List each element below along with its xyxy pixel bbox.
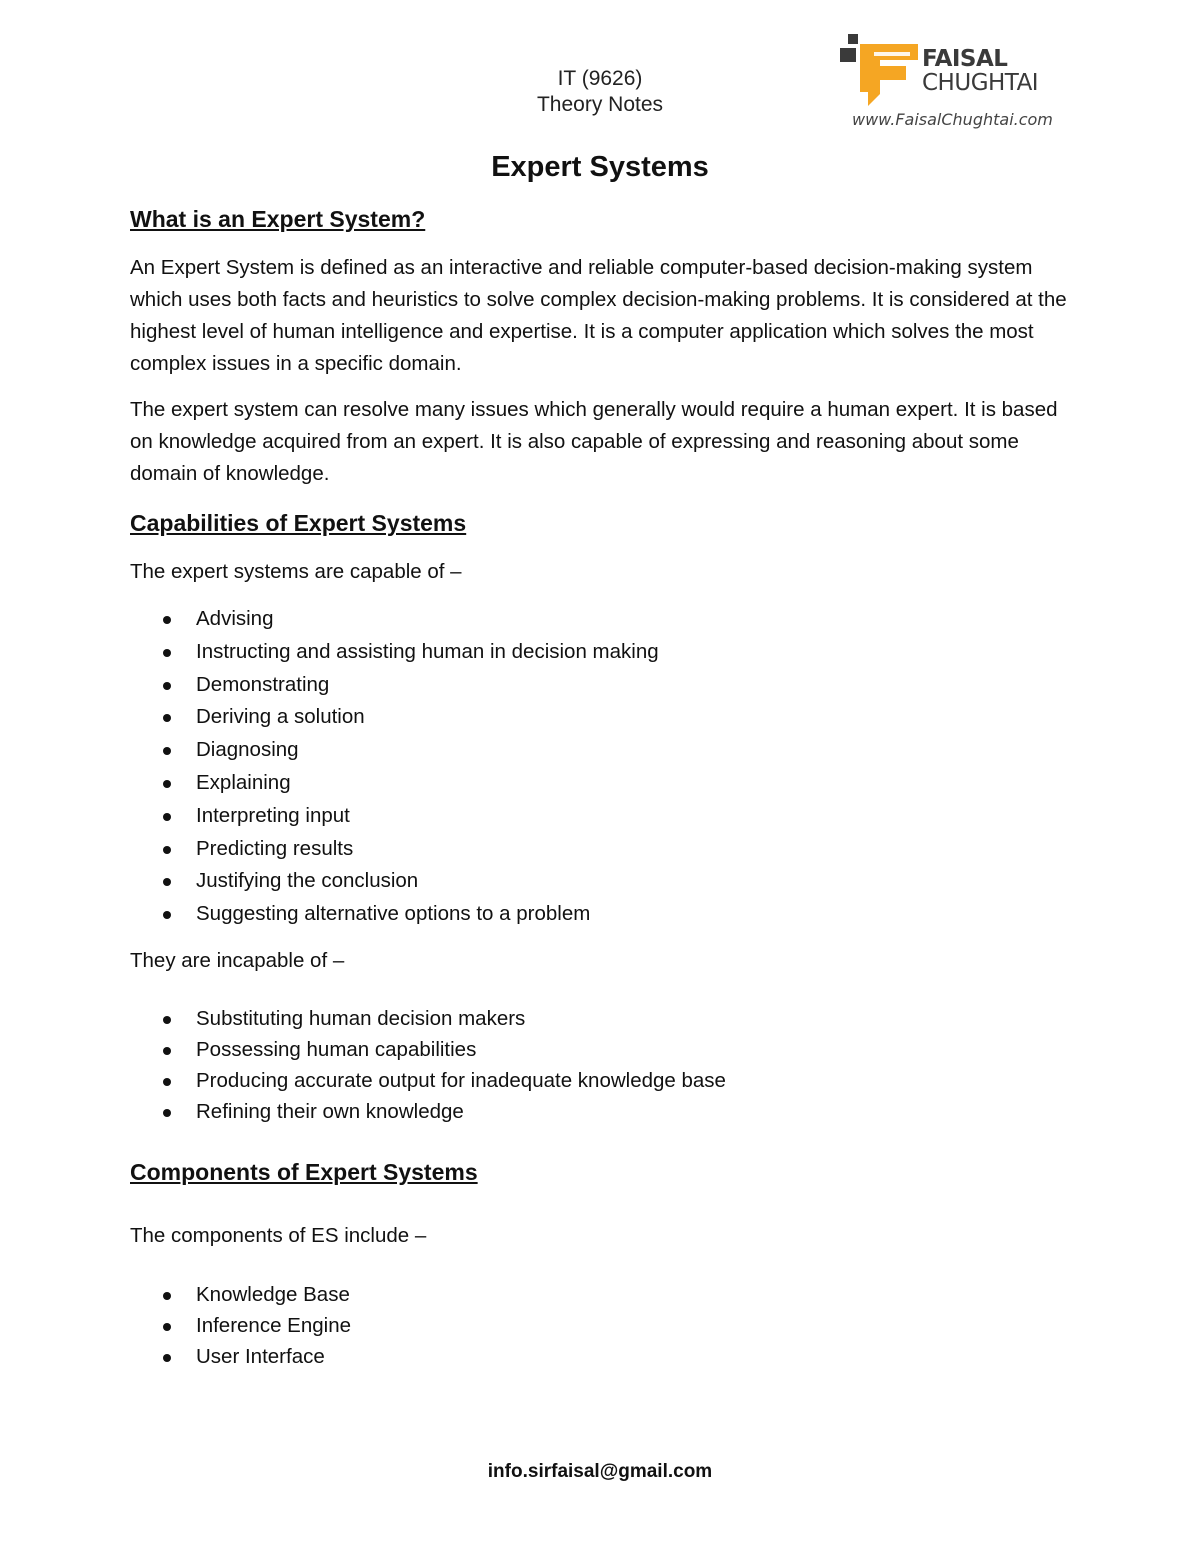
list-item: Explaining	[130, 767, 1070, 800]
list-item: Substituting human decision makers	[130, 1003, 1070, 1034]
logo-brand-line2: CHUGHTAI	[922, 70, 1039, 96]
capable-list	[130, 603, 1070, 931]
list-item: Refining their own knowledge	[130, 1096, 1070, 1127]
faisal-chughtai-logo	[840, 30, 1070, 135]
footer-email: info.sirfaisal@gmail.com	[487, 1461, 713, 1482]
list-item: User Interface	[130, 1341, 1070, 1372]
list-item: Diagnosing	[130, 734, 1070, 767]
list-item: Knowledge Base	[130, 1279, 1070, 1310]
list-item: Suggesting alternative options to a problem	[130, 898, 1070, 931]
paragraph-definition: An Expert System is defined as an interactive and reliable computer-based decision-making system which uses both facts and heuristics to solve complex decision-making problems. It is considered at the highest level of human intelligence and expertise. It is a computer application which solves the most complex issues in a specific domain.	[130, 256, 1067, 375]
logo-website: www.FaisalChughtai.com	[852, 110, 1053, 129]
heading-what-is: What is an Expert System?	[130, 206, 426, 232]
logo-brand-line1: FAISAL	[922, 46, 1008, 72]
notes-subtitle: Theory Notes	[536, 93, 664, 116]
list-item: Instructing and assisting human in decision making	[130, 636, 1070, 669]
list-item: Inference Engine	[130, 1310, 1070, 1341]
heading-components: Components of Expert Systems	[130, 1158, 478, 1185]
list-item: Producing accurate output for inadequate knowledge base	[130, 1065, 1070, 1096]
incapable-list	[130, 1003, 1070, 1127]
components-intro: The components of ES include –	[130, 1223, 427, 1247]
list-item: Predicting results	[130, 833, 1070, 866]
page-title: Expert Systems	[491, 151, 709, 183]
list-item: Interpreting input	[130, 800, 1070, 833]
course-code: IT (9626)	[557, 67, 643, 90]
heading-capabilities: Capabilities of Expert Systems	[130, 510, 467, 536]
components-list	[130, 1279, 1070, 1372]
logo-mark-icon	[840, 30, 920, 110]
list-item: Justifying the conclusion	[130, 865, 1070, 898]
list-item: Demonstrating	[130, 669, 1070, 702]
list-item: Advising	[130, 603, 1070, 636]
document-body	[130, 146, 1070, 1372]
paragraph-resolve: The expert system can resolve many issues which generally would require a human expert. It is based on knowledge acquired from an expert. It is also capable of expressing and reasoning about some domain of knowledge.	[130, 398, 1058, 485]
list-item: Deriving a solution	[130, 701, 1070, 734]
list-item: Possessing human capabilities	[130, 1034, 1070, 1065]
incapable-intro: They are incapable of –	[130, 948, 345, 972]
capable-intro: The expert systems are capable of –	[130, 560, 462, 583]
